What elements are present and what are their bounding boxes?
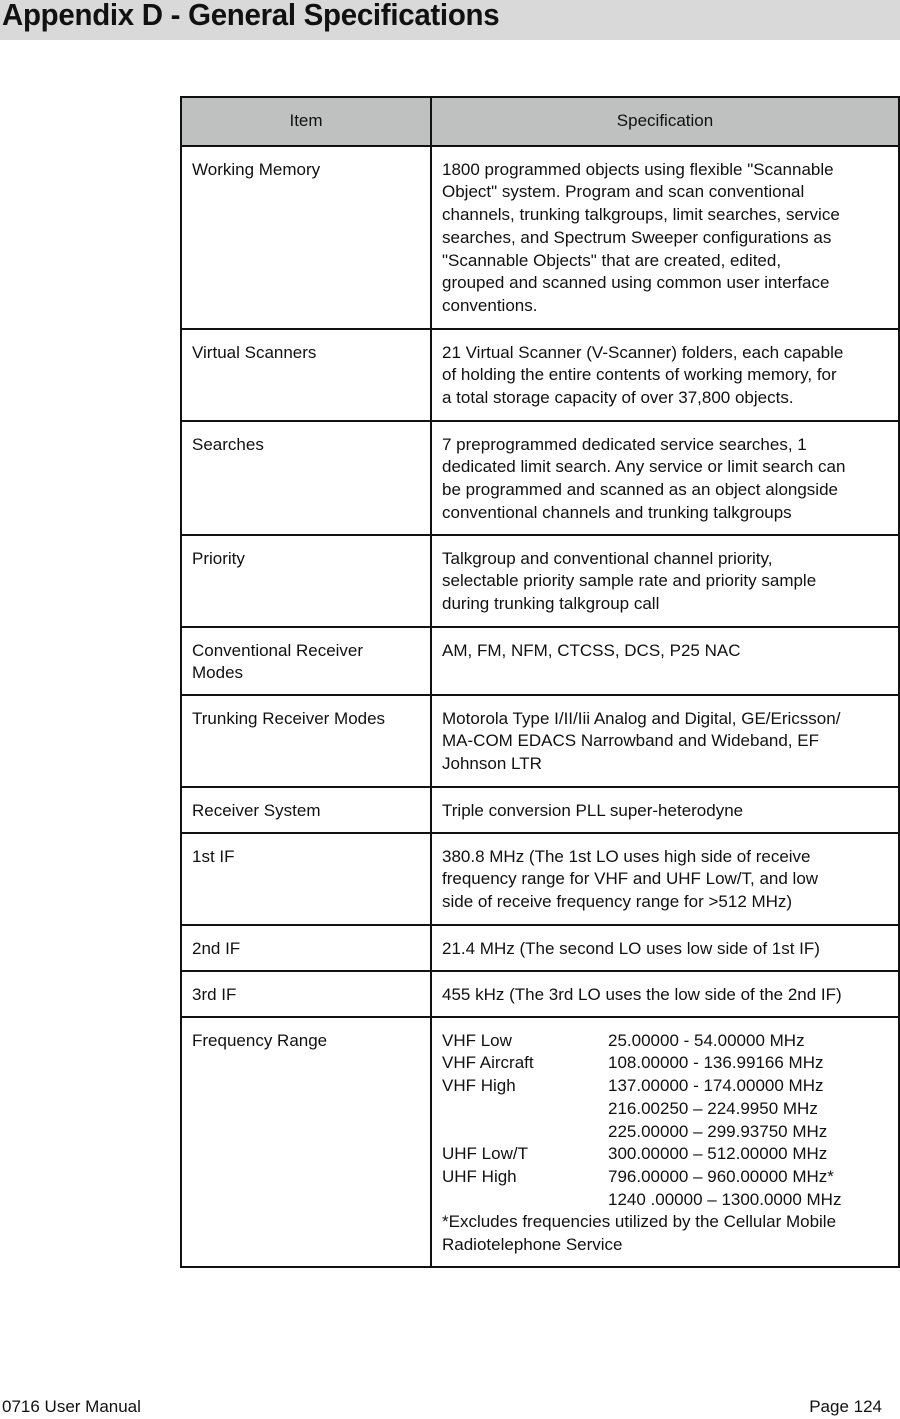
specifications-table <box>180 96 900 1268</box>
item-text: Priority <box>192 548 245 568</box>
frequency-band <box>442 1143 888 1166</box>
table-row <box>181 971 899 1017</box>
spec-cell <box>431 421 899 535</box>
band-range: 108.00000 - 136.99166 MHz <box>608 1053 824 1073</box>
band-range: 1240 .00000 – 1300.0000 MHz <box>608 1189 842 1209</box>
item-cell <box>181 535 431 627</box>
spec-text: dedicated limit search. Any service or limit search can <box>442 457 846 477</box>
band-range: 137.00000 - 174.00000 MHz <box>608 1076 824 1096</box>
spec-text: 455 kHz (The 3rd LO uses the low side of the 2nd IF) <box>442 984 842 1004</box>
frequency-band <box>442 1166 888 1189</box>
frequency-band <box>442 1189 888 1212</box>
spec-cell <box>431 1017 899 1267</box>
table-row <box>181 146 899 329</box>
spec-cell <box>431 329 899 421</box>
band-name <box>442 1121 608 1144</box>
footnote-text: *Excludes frequencies utilized by the Cellular Mobile <box>442 1212 837 1232</box>
item-text: Receiver System <box>192 800 321 820</box>
item-cell <box>181 787 431 833</box>
title-bar <box>0 0 900 40</box>
item-text: Trunking Receiver Modes <box>192 708 386 728</box>
frequency-band <box>442 1075 888 1098</box>
spec-text: Motorola Type I/II/Iii Analog and Digital, GE/Ericsson/ <box>442 708 841 728</box>
item-cell <box>181 627 431 695</box>
spec-text: Object" system. Program and scan conventional <box>442 182 805 202</box>
band-name: UHF Low/T <box>442 1144 528 1164</box>
table-header-row <box>181 97 899 146</box>
spec-text: be programmed and scanned as an object alongside <box>442 480 838 500</box>
footer-manual-name: 0716 User Manual <box>2 1397 141 1416</box>
table-row-frequency-range <box>181 1017 899 1267</box>
spec-cell <box>431 535 899 627</box>
footnote-text: Radiotelephone Service <box>442 1235 623 1255</box>
item-text: 2nd IF <box>192 938 241 958</box>
spec-text: conventions. <box>442 295 538 315</box>
item-cell <box>181 833 431 925</box>
item-cell <box>181 1017 431 1267</box>
table-row <box>181 421 899 535</box>
item-text: 1st IF <box>192 846 235 866</box>
spec-cell <box>431 833 899 925</box>
band-name: VHF Aircraft <box>442 1053 534 1073</box>
band-range: 25.00000 - 54.00000 MHz <box>608 1030 805 1050</box>
spec-text: AM, FM, NFM, CTCSS, DCS, P25 NAC <box>442 640 741 660</box>
item-text: Working Memory <box>192 159 321 179</box>
spec-text: conventional channels and trunking talkgroups <box>442 502 792 522</box>
item-cell <box>181 925 431 971</box>
spec-text: Talkgroup and conventional channel priority, <box>442 548 773 568</box>
table-row <box>181 833 899 925</box>
item-text: Searches <box>192 434 264 454</box>
item-text: Frequency Range <box>192 1030 328 1050</box>
band-name <box>442 1098 608 1121</box>
footer-page-number: Page 124 <box>809 1397 882 1416</box>
spec-text: Triple conversion PLL super-heterodyne <box>442 800 744 820</box>
item-cell <box>181 971 431 1017</box>
item-text: Modes <box>192 663 244 683</box>
spec-text: 380.8 MHz (The 1st LO uses high side of receive <box>442 846 811 866</box>
spec-text: 1800 programmed objects using flexible "Scannable <box>442 159 834 179</box>
spec-text: searches, and Spectrum Sweeper configurations as <box>442 227 832 247</box>
table-row <box>181 535 899 627</box>
spec-text: 21.4 MHz (The second LO uses low side of 1st IF) <box>442 938 820 958</box>
frequency-band <box>442 1121 888 1144</box>
band-range: 216.00250 – 224.9950 MHz <box>608 1098 818 1118</box>
spec-cell <box>431 627 899 695</box>
item-cell <box>181 146 431 329</box>
band-range: 225.00000 – 299.93750 MHz <box>608 1121 828 1141</box>
spec-cell <box>431 146 899 329</box>
item-cell <box>181 421 431 535</box>
band-name: VHF High <box>442 1076 516 1096</box>
item-text: Conventional Receiver <box>192 640 364 660</box>
header-specification: Specification <box>431 97 899 146</box>
table-row <box>181 787 899 833</box>
spec-text: frequency range for VHF and UHF Low/T, and low <box>442 869 819 889</box>
spec-text: selectable priority sample rate and priority sample <box>442 571 817 591</box>
item-cell <box>181 695 431 787</box>
item-text: 3rd IF <box>192 984 237 1004</box>
spec-text: a total storage capacity of over 37,800 objects. <box>442 388 794 408</box>
spec-text <box>442 662 888 685</box>
spec-cell <box>431 787 899 833</box>
band-name: UHF High <box>442 1166 517 1186</box>
spec-text: 7 preprogrammed dedicated service searches, 1 <box>442 434 807 454</box>
frequency-band <box>442 1098 888 1121</box>
spec-text: during trunking talkgroup call <box>442 594 660 614</box>
frequency-band <box>442 1052 888 1075</box>
spec-text: 21 Virtual Scanner (V-Scanner) folders, each capable <box>442 342 844 362</box>
table-row <box>181 627 899 695</box>
spec-text: channels, trunking talkgroups, limit searches, service <box>442 205 840 225</box>
spec-cell <box>431 695 899 787</box>
spec-text: "Scannable Objects" that are created, edited, <box>442 250 782 270</box>
frequency-band <box>442 1030 888 1053</box>
spec-cell <box>431 971 899 1017</box>
spec-text: Johnson LTR <box>442 754 542 774</box>
spec-cell <box>431 925 899 971</box>
band-name <box>442 1189 608 1212</box>
item-cell <box>181 329 431 421</box>
band-range: 796.00000 – 960.00000 MHz* <box>608 1166 834 1186</box>
spec-text: of holding the entire contents of working memory, for <box>442 365 837 385</box>
header-item: Item <box>181 97 431 146</box>
table-row <box>181 925 899 971</box>
page-title: Appendix D - General Specifications <box>2 0 500 32</box>
item-text: Virtual Scanners <box>192 342 317 362</box>
table-row <box>181 329 899 421</box>
band-name: VHF Low <box>442 1030 512 1050</box>
band-range: 300.00000 – 512.00000 MHz <box>608 1144 828 1164</box>
spec-text: grouped and scanned using common user interface <box>442 273 830 293</box>
spec-text: MA-COM EDACS Narrowband and Wideband, EF <box>442 731 819 751</box>
spec-text: side of receive frequency range for >512 MHz) <box>442 892 793 912</box>
table-row <box>181 695 899 787</box>
